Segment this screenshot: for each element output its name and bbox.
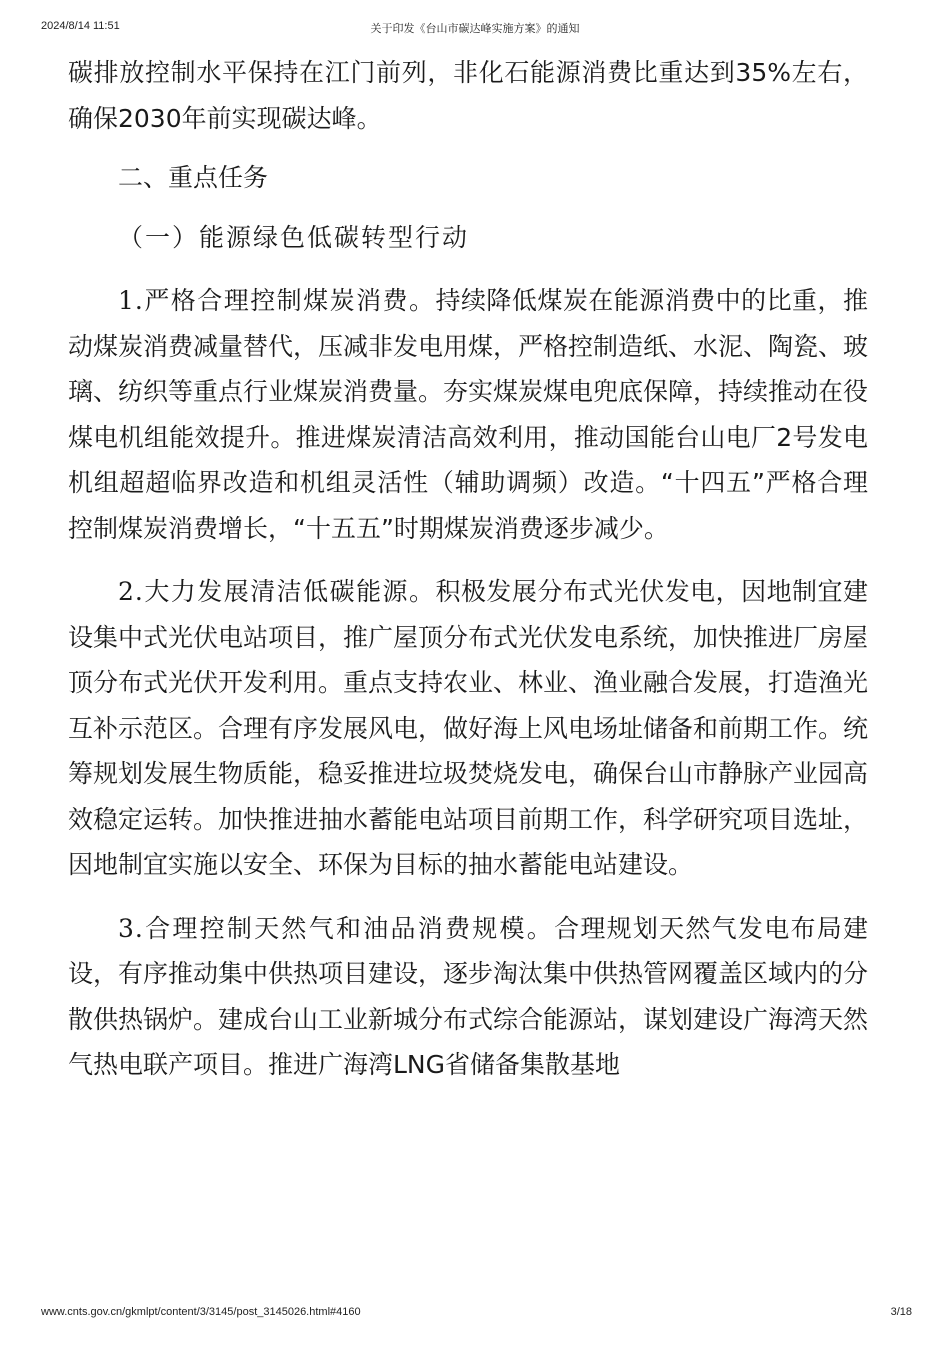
subsection-heading: （一）能源绿色低碳转型行动 [118,222,470,252]
task-lead-3: 3.合理控制天然气和油品消费规模。 [118,913,555,943]
task-text-3: 合理规划天然气发电布局建设，有序推动集中供热项目建设，逐步淘汰集中供热管网覆盖区域内的分散供热锅炉。建成台山工业新城分布式综合能源站，谋划建设广海湾天然气热电联产项目。推进广海湾LNG省储备集散基地 [68,913,869,1079]
intro-paragraph: 碳排放控制水平保持在江门前列，非化石能源消费比重达到35%左右，确保2030年前实现碳达峰。 [68,58,868,133]
task-text-1: 持续降低煤炭在能源消费中的比重，推动煤炭消费减量替代，压减非发电用煤，严格控制造纸、水泥、陶瓷、玻璃、纺织等重点行业煤炭消费量。夯实煤炭煤电兜底保障，持续推动在役煤电机组能效提升。推进煤炭清洁高效利用，推动国能台山电厂2号发电机组超超临界改造和机组灵活性（辅助调频）改造。“十四五”严格合理控制煤炭消费增长，“十五五”时期煤炭消费逐步减少。 [68,286,869,543]
section-heading: 二、重点任务 [118,163,269,192]
page-url: www.cnts.gov.cn/gkmlpt/content/3/3145/post_3145026.html#4160 [41,1306,361,1318]
task-paragraph-2 [68,569,868,888]
page-header-title: 关于印发《台山市碳达峰实施方案》的通知 [370,23,580,35]
task-paragraph-3 [68,906,868,1088]
document-body [68,50,868,1088]
task-lead-2: 2.大力发展清洁低碳能源。 [118,577,436,606]
print-date: 2024/8/14 11:51 [41,20,120,32]
task-paragraph-1 [68,278,868,551]
page-number: 3/18 [890,1306,912,1318]
task-text-2: 积极发展分布式光伏发电，因地制宜建设集中式光伏电站项目，推广屋顶分布式光伏发电系统，加快推进厂房屋顶分布式光伏开发利用。重点支持农业、林业、渔业融合发展，打造渔光互补示范区。合理有序发展风电，做好海上风电场址储备和前期工作。统筹规划发展生物质能，稳妥推进垃圾焚烧发电，确保台山市静脉产业园高效稳定运转。加快推进抽水蓄能电站项目前期工作，科学研究项目选址，因地制宜实施以安全、环保为目标的抽水蓄能电站建设。 [68,577,869,879]
task-lead-1: 1.严格合理控制煤炭消费。 [118,286,436,315]
